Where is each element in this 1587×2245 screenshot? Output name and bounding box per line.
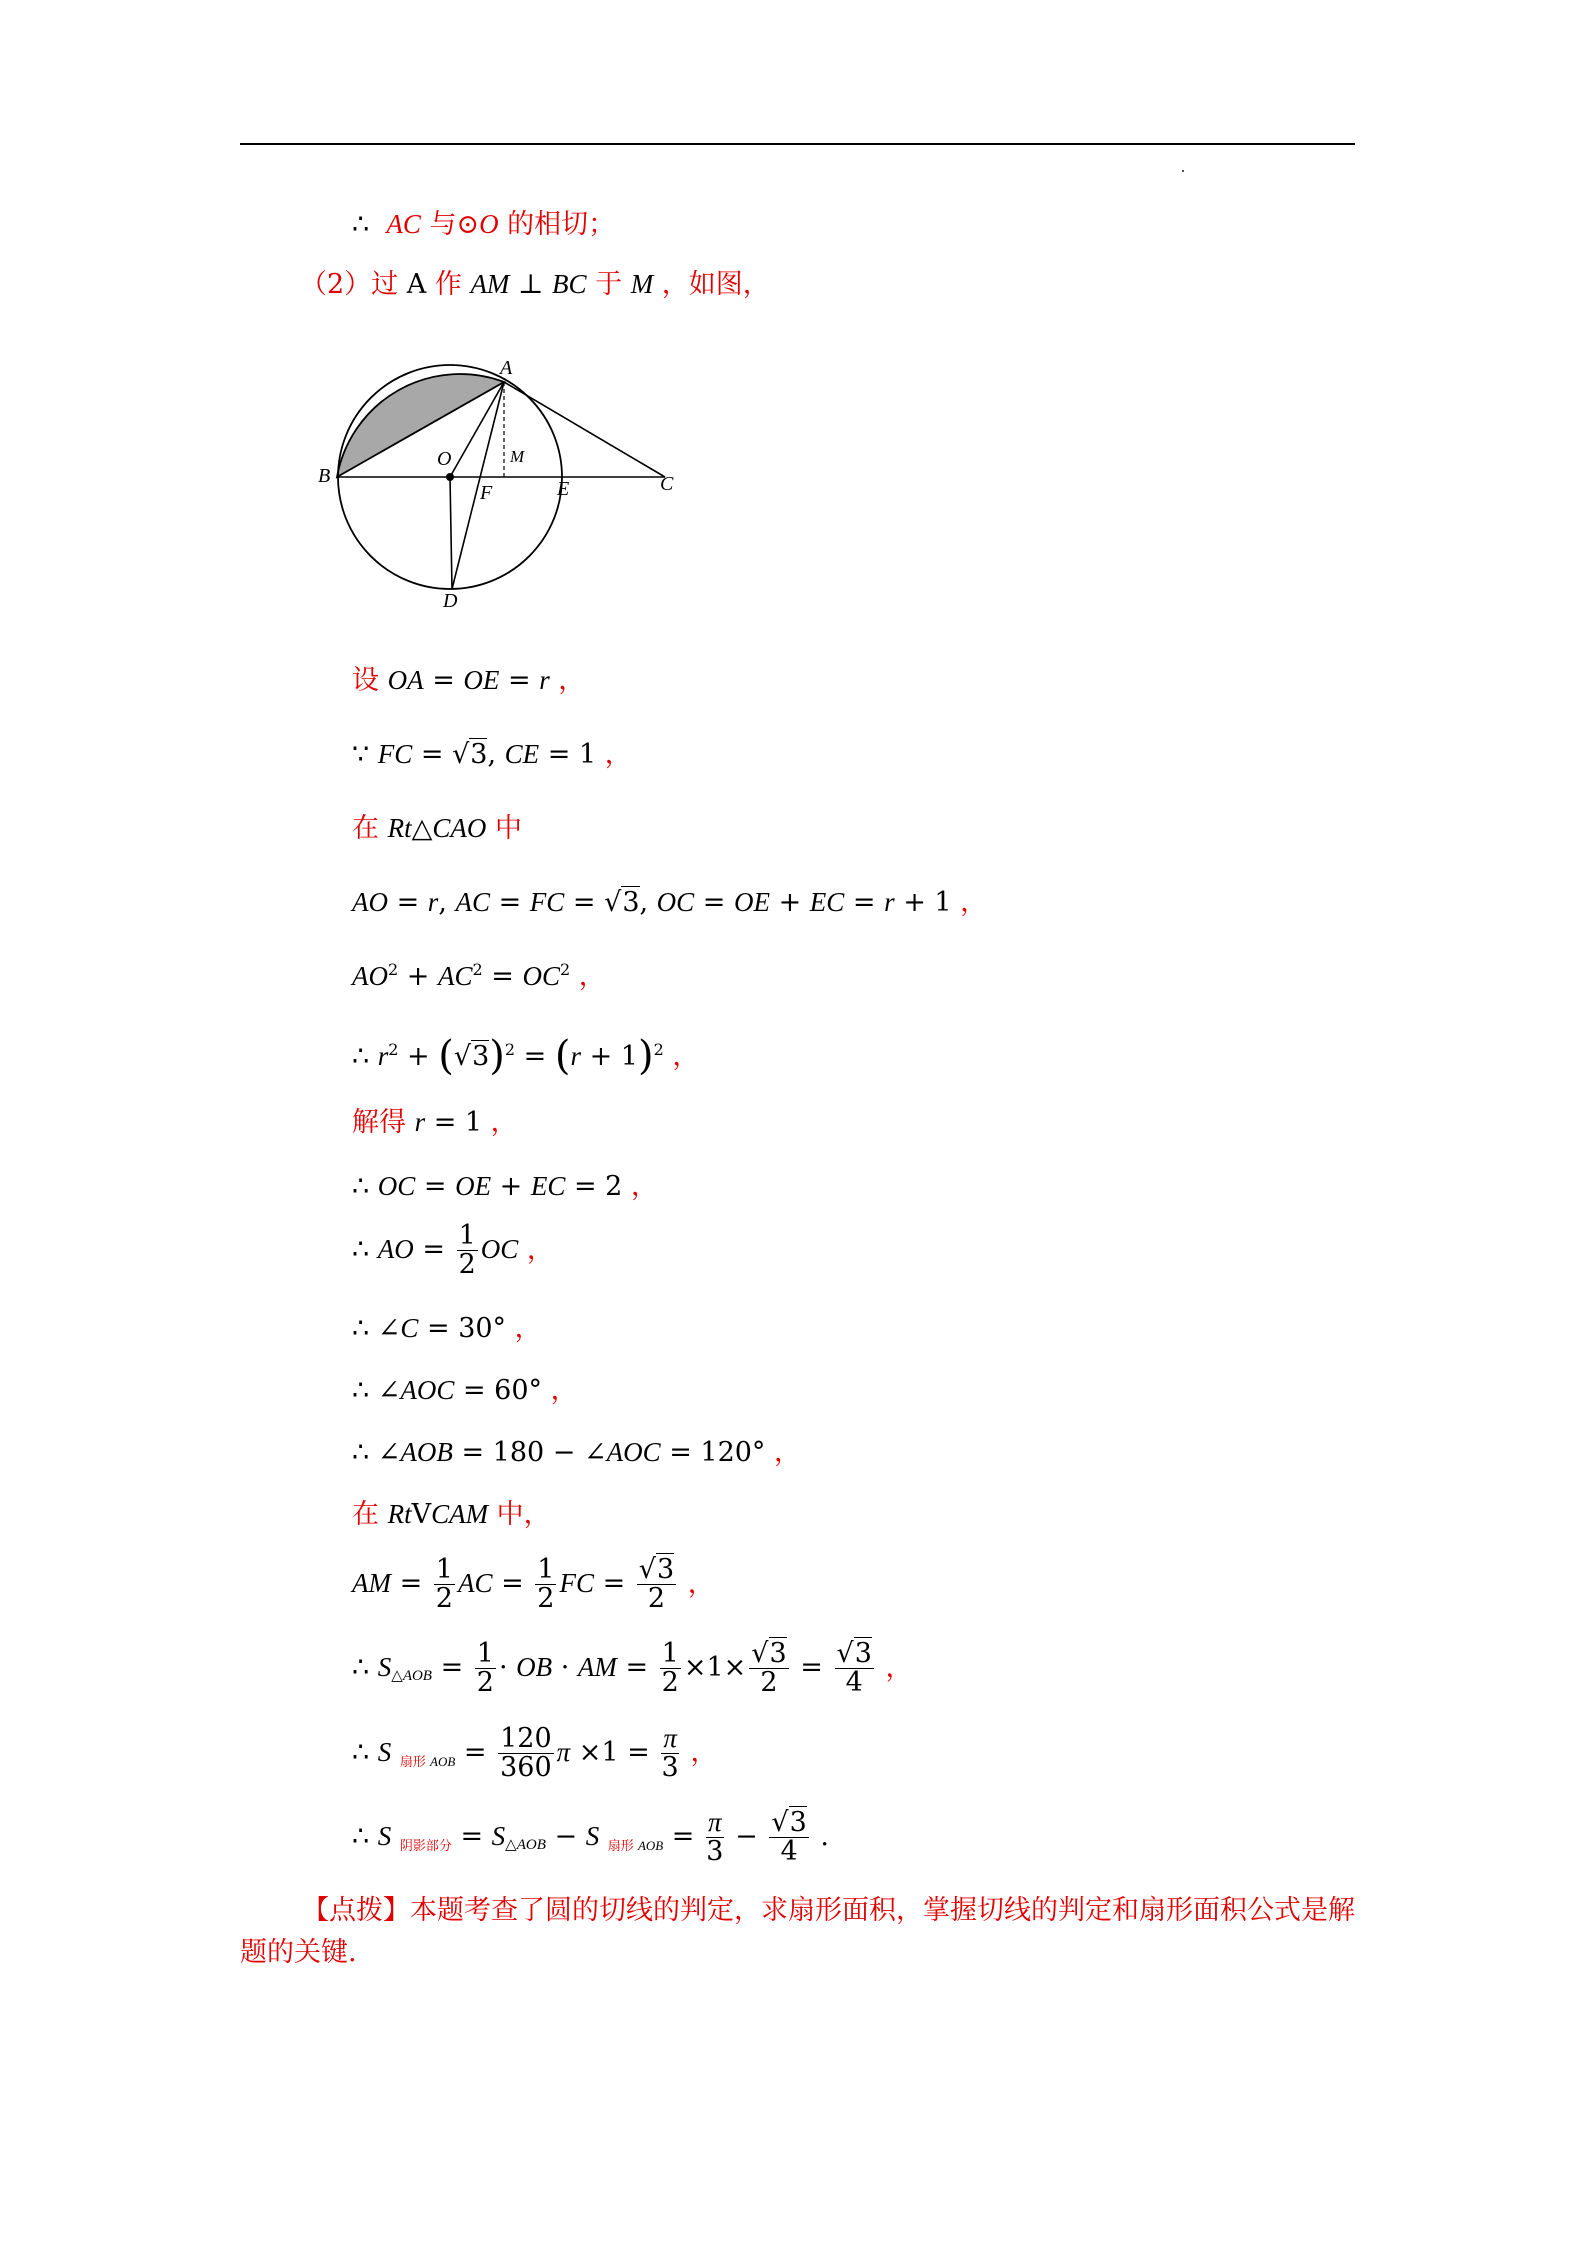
line-ad (452, 382, 504, 589)
label-m: M (510, 447, 525, 466)
step-3: 在 Rt△CAO 中 (352, 813, 522, 844)
label-o: O (437, 448, 452, 470)
header-dot (1182, 170, 1184, 172)
tip-text: 本题考查了圆的切线的判定，求扇形面积，掌握切线的判定和扇形面积公式是解题的关键. (240, 1895, 1355, 1968)
label-e: E (557, 478, 570, 500)
label-b: B (318, 465, 331, 487)
step-4: AO = r, AC = FC = √3, OC = OE + EC = r + 1 ， (352, 887, 988, 918)
step-17: ∴ S $_{阴影部分} = S_{\triangle AOB} - S$ $_{扇形 AOB}$ = $\frac{\pi}{3}$ − $\frac{√3}{4}$ . (352, 1806, 829, 1868)
step-11: ∴ ∠AOC = 60° ， (352, 1375, 578, 1406)
conclusion-line: ∴ AC 与⊙O 的相切； (352, 209, 616, 240)
line-od (450, 477, 452, 589)
header-rule (240, 143, 1355, 145)
tip-paragraph (240, 1890, 1355, 1974)
step-2: ∵ FC = √3, CE = 1 ， (352, 739, 632, 770)
part-2-heading: （2）过 A 作 AM ⊥ BC 于 M ，如图， (300, 269, 770, 300)
label-a: A (500, 357, 513, 379)
geometry-figure (310, 352, 690, 612)
center-point (446, 473, 454, 481)
step-15: ∴ $S_{\triangle AOB}$ = $\frac{1}{2}$ · OB · AM = $\frac{1}{2}$ ×1× $\frac{√3}{2}$ = $\frac{√3}{4}$ ， (352, 1638, 913, 1699)
step-13: 在 RtVCAM 中， (352, 1499, 551, 1530)
label-d: D (443, 590, 458, 612)
tip-label: 【点拨】 (302, 1895, 410, 1926)
step-6: ∴ $r^2 + (√3)^2 = (r + 1)^2$ ， (352, 1033, 700, 1079)
step-1: 设 OA = OE = r ， (352, 665, 586, 696)
step-5: $AO^2 + AC^2 = OC^2$ ， (352, 960, 606, 992)
label-c: C (660, 473, 674, 495)
line-ac (504, 382, 665, 477)
step-7: 解得 r = 1 ， (352, 1107, 518, 1138)
step-16: ∴ S $_{扇形 AOB}$ = $\frac{120}{360}$ π ×1 = $\frac{\pi}{3}$ ， (352, 1722, 718, 1784)
step-12: ∴ ∠AOB = 180 − ∠AOC = 120° ， (352, 1437, 802, 1468)
label-f: F (480, 482, 493, 504)
step-10: ∴ ∠C = 30° ， (352, 1313, 542, 1344)
step-14: AM = $\frac{1}{2}$ AC = $\frac{1}{2}$ FC = $\frac{√3}{2}$ ， (352, 1554, 715, 1615)
step-9: ∴ AO = $\frac{1}{2}$ OC ， (352, 1220, 554, 1281)
step-8: ∴ OC = OE + EC = 2 ， (352, 1171, 658, 1202)
